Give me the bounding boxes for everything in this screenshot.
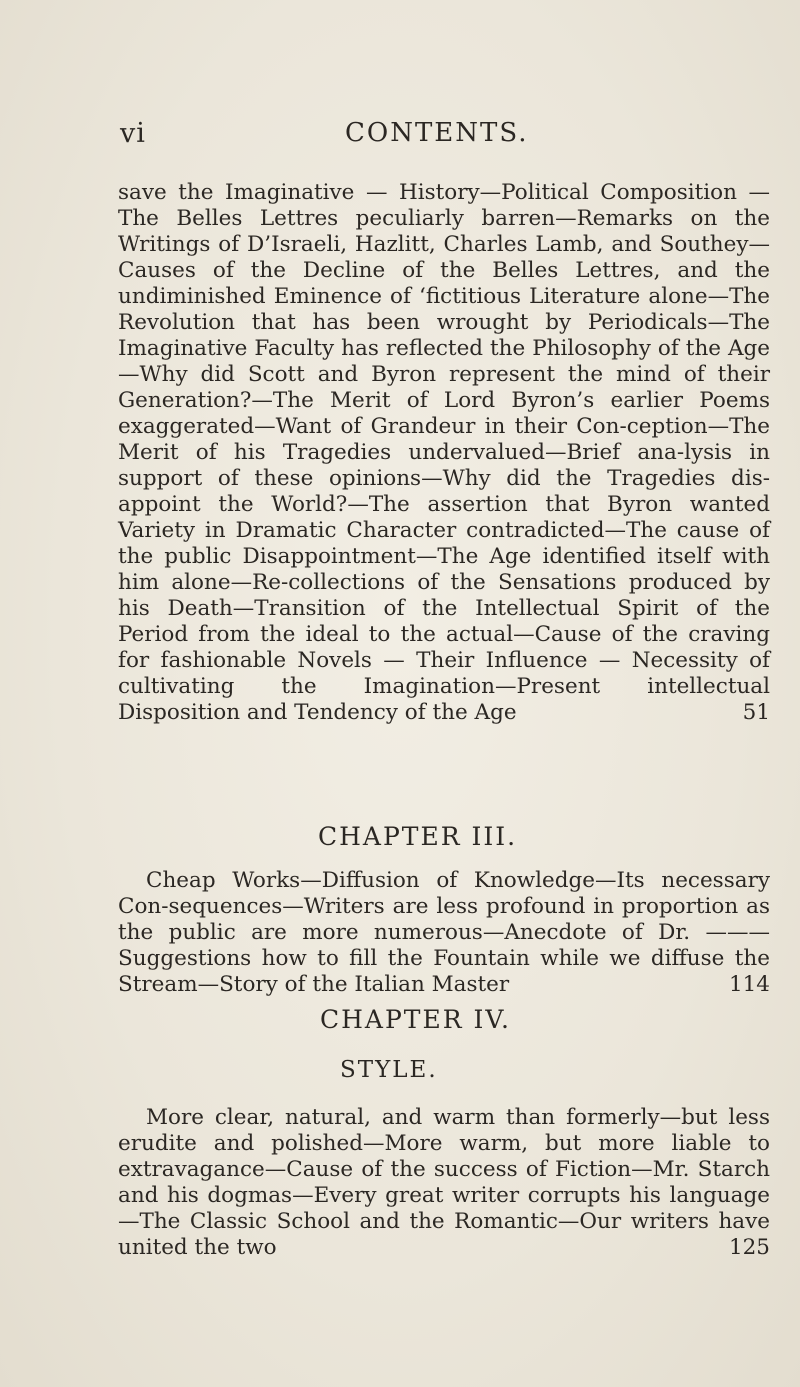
summary-text: Cheap Works—Diffusion of Knowledge—Its necessary Con-sequences—Writers are less profound in proportion as the public are more numerous—Anecdote of Dr. ——— Suggestions how to fill the Fountain while we diffuse the Stream—Story of the Italian Master [118,868,770,997]
chapter-3-summary [118,868,770,998]
chapter-3-heading: CHAPTER III. [318,822,518,851]
page-reference: 51 [742,700,770,725]
page-folio: vi [120,118,146,149]
running-head [0,118,800,158]
chapter-4-subheading: STYLE. [340,1057,438,1083]
page-reference: 125 [728,1235,770,1260]
summary-text: More clear, natural, and warm than formerly—but less erudite and polished—More warm, but more liable to extravagance—Cause of the success of Fiction—Mr. Starch and his dogmas—Every great writer corrupts his language—The Classic School and the Romantic—Our writers have united the two [118,1105,770,1260]
chapter-4-summary [118,1105,770,1261]
summary-text: save the Imaginative — History—Political Composition —The Belles Lettres peculiarly barren—Remarks on the Writings of D’Israeli, Hazlitt, Charles Lamb, and Southey—Causes of the Decline of the Belles Lettres, and the undiminished Eminence of ‘fictitious Literature alone—The Revolution that has been wrought by Periodicals—The Imaginative Faculty has reflected the Philosophy of the Age—Why did Scott and Byron represent the mind of their Generation?—The Merit of Lord Byron’s earlier Poems exaggerated—Want of Grandeur in their Con-ception—The Merit of his Tragedies undervalued—Brief ana-lysis in support of these opinions—Why did the Tragedies dis-appoint the World?—The assertion that Byron wanted Variety in Dramatic Character contradicted—The cause of the public Disappointment—The Age identified itself with him alone—Re-collections of the Sensations produced by his Death—Transition of the Intellectual Spirit of the Period from the ideal to the actual—Cause of the craving for fashionable Novels — Their Influence — Necessity of cultivating the Imagination—Present intellectual Disposition and Tendency of the Age [118,180,770,725]
page-title: CONTENTS. [345,118,529,148]
chapter-4-heading: CHAPTER IV. [320,1005,512,1034]
page-reference: 114 [728,972,770,997]
chapter-2-summary-continued [118,180,770,726]
